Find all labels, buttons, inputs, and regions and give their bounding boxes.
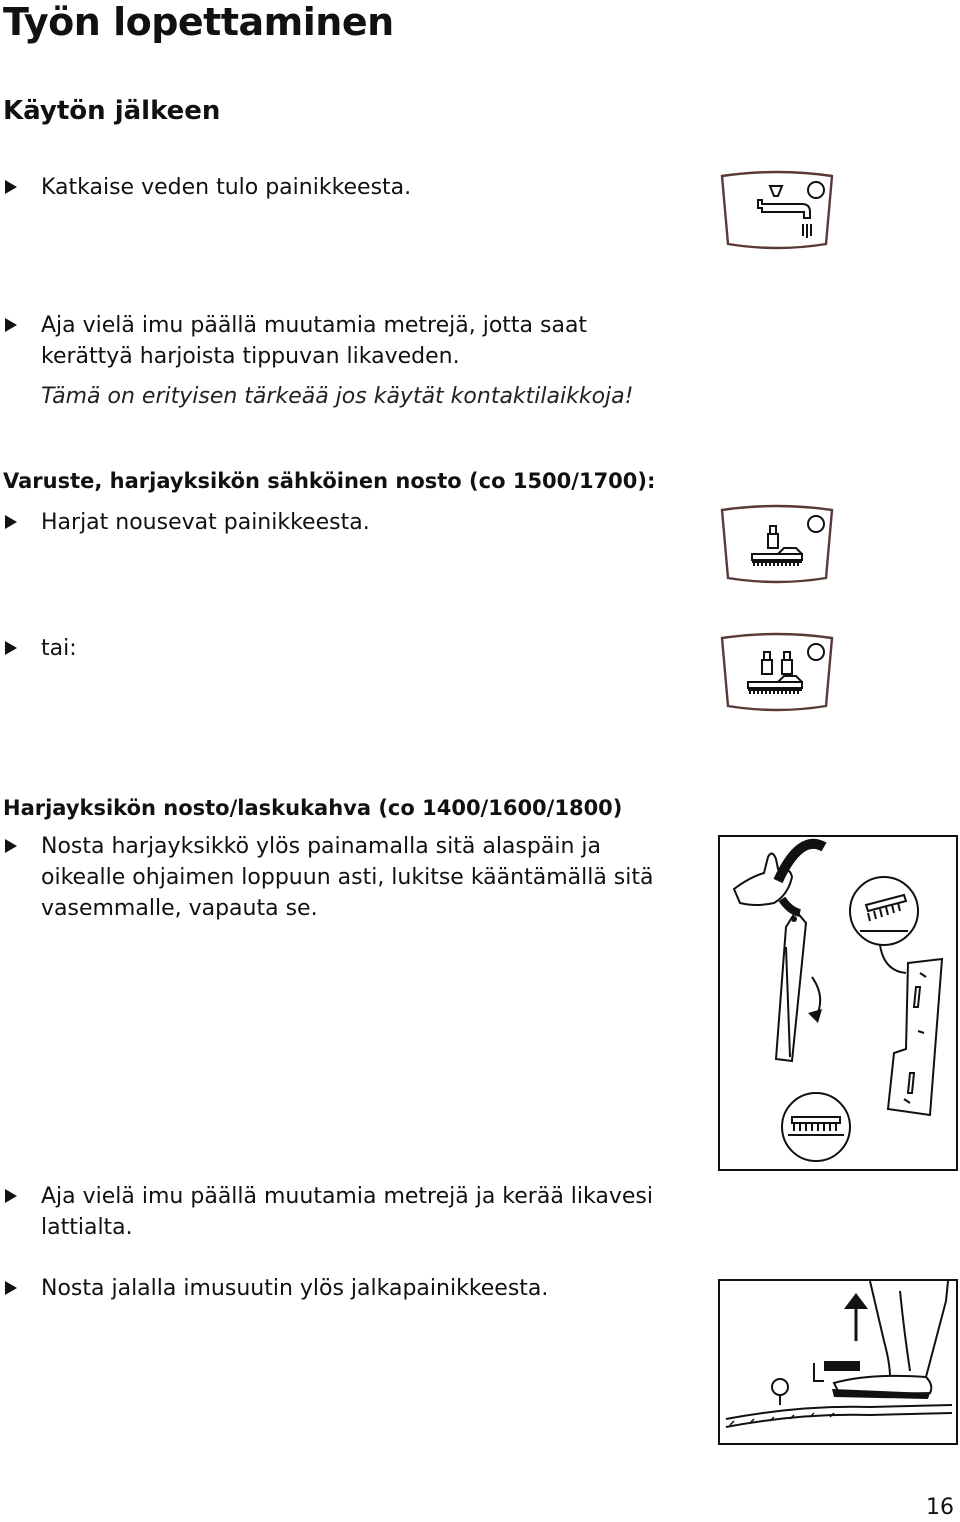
step-brushes-rise: Harjat nousevat painikkeesta.: [41, 510, 370, 535]
brush-lift-button-icon: [718, 504, 836, 586]
water-tap-button-icon: [718, 170, 836, 252]
bullet-icon: [5, 180, 17, 194]
step-drive-line1: Aja vielä imu päällä muutamia metrejä, jotta saat: [41, 313, 588, 338]
step-handle-line2: oikealle ohjaimen loppuun asti, lukitse kääntämällä sitä: [41, 865, 654, 890]
bullet-icon: [5, 839, 17, 853]
section-heading-electric-lift: Varuste, harjayksikön sähköinen nosto (co 1500/1700):: [3, 469, 656, 493]
step-water-off: Katkaise veden tulo painikkeesta.: [41, 175, 412, 200]
section-heading-after-use: Käytön jälkeen: [3, 96, 221, 126]
bullet-icon: [5, 1189, 17, 1203]
step-lift-squeegee: Nosta jalalla imusuutin ylös jalkapainikkeesta.: [41, 1276, 549, 1301]
bullet-icon: [5, 1281, 17, 1295]
bullet-icon: [5, 515, 17, 529]
step-handle-line1: Nosta harjayksikkö ylös painamalla sitä alaspäin ja: [41, 834, 601, 859]
foot-pedal-diagram: [718, 1279, 958, 1445]
page-number: 16: [926, 1495, 954, 1520]
note-contact-pads: Tämä on erityisen tärkeää jos käytät kontaktilaikkoja!: [41, 384, 634, 409]
step-drive-line2: kerättyä harjoista tippuvan likaveden.: [41, 344, 460, 369]
step-or: tai:: [41, 636, 77, 661]
step-handle-line3: vasemmalle, vapauta se.: [41, 896, 318, 921]
brush-lift-double-button-icon: [718, 632, 836, 714]
section-heading-handle: Harjayksikön nosto/laskukahva (co 1400/1600/1800): [3, 796, 623, 820]
page-title: Työn lopettaminen: [3, 0, 394, 44]
step-final-drive-line2: lattialta.: [41, 1215, 133, 1240]
bullet-icon: [5, 641, 17, 655]
brush-handle-diagram: [718, 835, 958, 1171]
bullet-icon: [5, 318, 17, 332]
step-final-drive-line1: Aja vielä imu päällä muutamia metrejä ja kerää likavesi: [41, 1184, 653, 1209]
